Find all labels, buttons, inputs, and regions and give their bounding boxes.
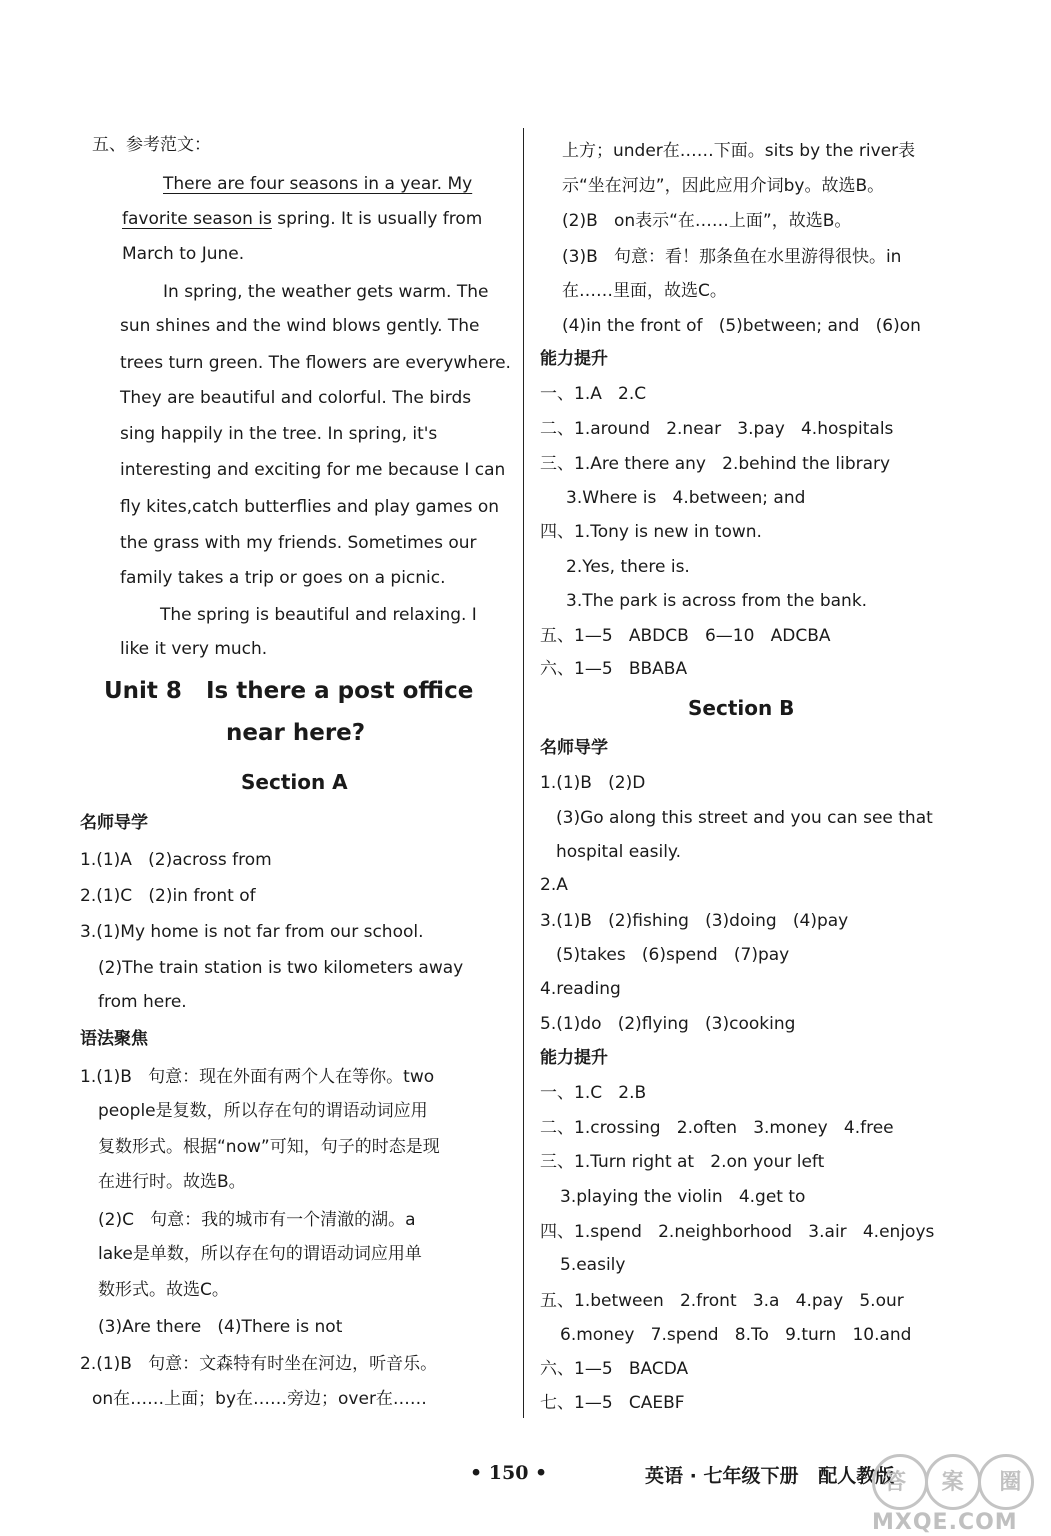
answer-line: (5)takes (6)spend (7)pay (556, 945, 790, 965)
answer-line: 3.Where is 4.between; and (566, 488, 806, 508)
answer-line: 四、1.spend 2.neighborhood 3.air 4.enjoys (540, 1222, 935, 1242)
answer-line: 一、1.A 2.C (540, 384, 647, 404)
essay-line: the grass with my friends. Sometimes our (120, 533, 477, 553)
answer-line: 六、1—5 BACDA (540, 1359, 689, 1379)
answer-line: hospital easily. (556, 842, 681, 862)
answer-line: on在……上面；by在……旁边；over在…… (92, 1389, 427, 1409)
answer-line: 数形式。故选C。 (98, 1280, 229, 1300)
unit-title: Unit 8 Is there a post office (104, 678, 474, 704)
answer-line: 2.(1)B 句意：文森特有时坐在河边，听音乐。 (80, 1354, 438, 1374)
answer-line: 6.money 7.spend 8.To 9.turn 10.and (560, 1325, 912, 1345)
essay-line: March to June. (122, 244, 245, 264)
essay-line: sing happily in the tree. In spring, it's (120, 424, 438, 444)
essay-underlined-fragment: favorite season is (122, 209, 272, 229)
answer-line: 三、1.Are there any 2.behind the library (540, 454, 891, 474)
answer-line: 复数形式。根据“now”可知，句子的时态是现 (98, 1137, 440, 1157)
essay-line: They are beautiful and colorful. The birds (120, 388, 472, 408)
essay-line: fly kites,catch butterflies and play games on (120, 497, 500, 517)
book-title: 英语 · 七年级下册 配人教版 (645, 1465, 895, 1487)
answer-line: (3)Are there (4)There is not (98, 1317, 343, 1337)
answer-line: 3.The park is across from the bank. (566, 591, 868, 611)
mingshi-heading: 名师导学 (80, 813, 148, 833)
section-b-title: Section B (688, 696, 795, 720)
nengli-heading: 能力提升 (540, 349, 608, 369)
essay-line: The spring is beautiful and relaxing. I (160, 605, 477, 625)
answer-line: 5.(1)do (2)flying (3)cooking (540, 1014, 796, 1034)
watermark-chars: 答 案 圈 (884, 1470, 1036, 1495)
section-a-title: Section A (241, 770, 348, 794)
answer-line: 七、1—5 CAEBF (540, 1393, 685, 1413)
answer-line: 3.(1)B (2)fishing (3)doing (4)pay (540, 911, 849, 931)
answer-line: 在进行时。故选B。 (98, 1172, 246, 1192)
nengli-heading: 能力提升 (540, 1048, 608, 1068)
answer-line: 上方；under在……下面。sits by the river表 (562, 141, 916, 161)
answer-line: from here. (98, 992, 187, 1012)
answer-line: 一、1.C 2.B (540, 1083, 647, 1103)
answer-line: 四、1.Tony is new in town. (540, 522, 762, 542)
answer-line: (4)in the front of (5)between; and (6)on (562, 316, 921, 336)
answer-line: 五、1.between 2.front 3.a 4.pay 5.our (540, 1291, 904, 1311)
answer-line: 示“坐在河边”，因此应用介词by。故选B。 (562, 176, 885, 196)
answer-line: 5.easily (560, 1255, 626, 1275)
answer-line: 2.A (540, 875, 568, 895)
essay-line: In spring, the weather gets warm. The (163, 282, 489, 302)
answer-line: 二、1.crossing 2.often 3.money 4.free (540, 1118, 894, 1138)
answer-line: people是复数，所以存在句的谓语动词应用 (98, 1101, 428, 1121)
page-number: • 150 • (470, 1462, 548, 1484)
answer-line: 1.(1)A (2)across from (80, 850, 272, 870)
column-divider (523, 128, 524, 1418)
essay-line: There are four seasons in a year. My (163, 174, 473, 194)
answer-line: 五、1—5 ABDCB 6—10 ADCBA (540, 626, 831, 646)
answer-line: lake是单数，所以存在句的谓语动词应用单 (98, 1244, 422, 1264)
answer-line: (2)B on表示“在……上面”，故选B。 (562, 211, 852, 231)
answer-line: 1.(1)B 句意：现在外面有两个人在等你。two (80, 1067, 435, 1087)
essay-line: family takes a trip or goes on a picnic. (120, 568, 446, 588)
mingshi-heading: 名师导学 (540, 738, 608, 758)
answer-line: 1.(1)B (2)D (540, 773, 646, 793)
watermark-site: MXQE.COM (872, 1510, 1018, 1535)
answer-line: 3.(1)My home is not far from our school. (80, 922, 424, 942)
answer-line: 三、1.Turn right at 2.on your left (540, 1152, 825, 1172)
answer-line: 2.Yes, there is. (566, 557, 690, 577)
answer-line: 4.reading (540, 979, 621, 999)
unit-title-continued: near here? (226, 720, 366, 746)
answer-line: 2.(1)C (2)in front of (80, 886, 256, 906)
answer-line: 二、1.around 2.near 3.pay 4.hospitals (540, 419, 894, 439)
yufa-heading: 语法聚焦 (80, 1029, 148, 1049)
answer-line: 3.playing the violin 4.get to (560, 1187, 806, 1207)
essay-line: trees turn green. The flowers are everywhere. (120, 353, 511, 373)
answer-line: (3)B 句意：看！那条鱼在水里游得很快。in (562, 247, 902, 267)
answer-line: 在……里面，故选C。 (562, 281, 727, 301)
essay-line: interesting and exciting for me because I can (120, 460, 506, 480)
answer-line: 六、1—5 BBABA (540, 659, 688, 679)
answer-line: (2)C 句意：我的城市有一个清澈的湖。a (98, 1210, 416, 1230)
answer-line: (3)Go along this street and you can see that (556, 808, 933, 828)
sample-essay-heading: 五、参考范文： (92, 135, 211, 155)
essay-line: like it very much. (120, 639, 268, 659)
essay-fragment: spring. It is usually from (271, 209, 483, 229)
essay-line: sun shines and the wind blows gently. The (120, 316, 480, 336)
answer-line: (2)The train station is two kilometers away (98, 958, 464, 978)
essay-line (122, 208, 482, 230)
